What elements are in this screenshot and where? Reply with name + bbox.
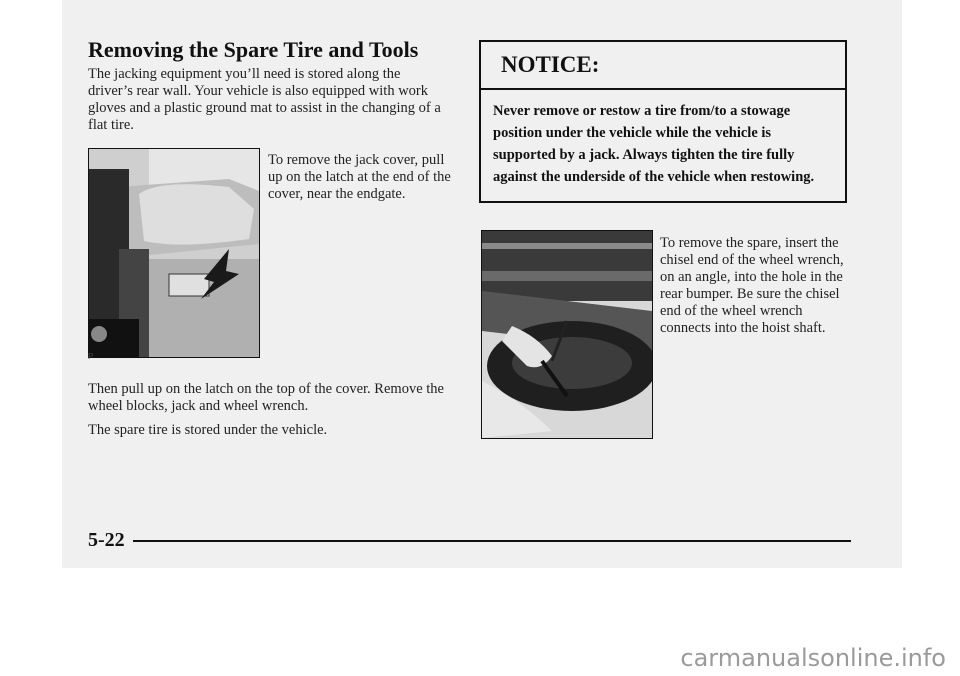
then-paragraph: Then pull up on the latch on the top of the cover. Remove the wheel blocks, jack and wheel wrench.: [88, 381, 444, 414]
footer-rule: [133, 540, 851, 542]
figure1-caption: To remove the jack cover, pull up on the latch at the end of the cover, near the endgate.: [268, 152, 451, 202]
watermark-text: carmanualsonline.info: [680, 644, 946, 672]
spare-tire-paragraph: The spare tire is stored under the vehicle.: [88, 422, 328, 438]
spare-tire-photo: [481, 230, 653, 439]
figure-code: P: [88, 352, 94, 361]
notice-heading: NOTICE:: [481, 42, 845, 90]
figure2-caption: To remove the spare, insert the chisel end of the wheel wrench, on an angle, into the hole in the rear bumper. Be sure the chisel end of the wheel wrench connects into the hoist shaft.: [660, 235, 844, 336]
intro-paragraph: The jacking equipment you’ll need is stored along the driver’s rear wall. Your vehicle is also equipped with work gloves and a plastic ground mat to assist in the changing of a flat tire.: [88, 66, 441, 133]
notice-box: [479, 40, 847, 203]
section-title: Removing the Spare Tire and Tools: [88, 37, 419, 62]
jack-cover-photo: [88, 148, 260, 358]
notice-text: Never remove or restow a tire from/to a stowage position under the vehicle while the vehicle is supported by a jack. Always tighten the tire fully against the underside of the vehicle when restowing.: [493, 103, 815, 185]
page-number: 5-22: [88, 529, 125, 551]
